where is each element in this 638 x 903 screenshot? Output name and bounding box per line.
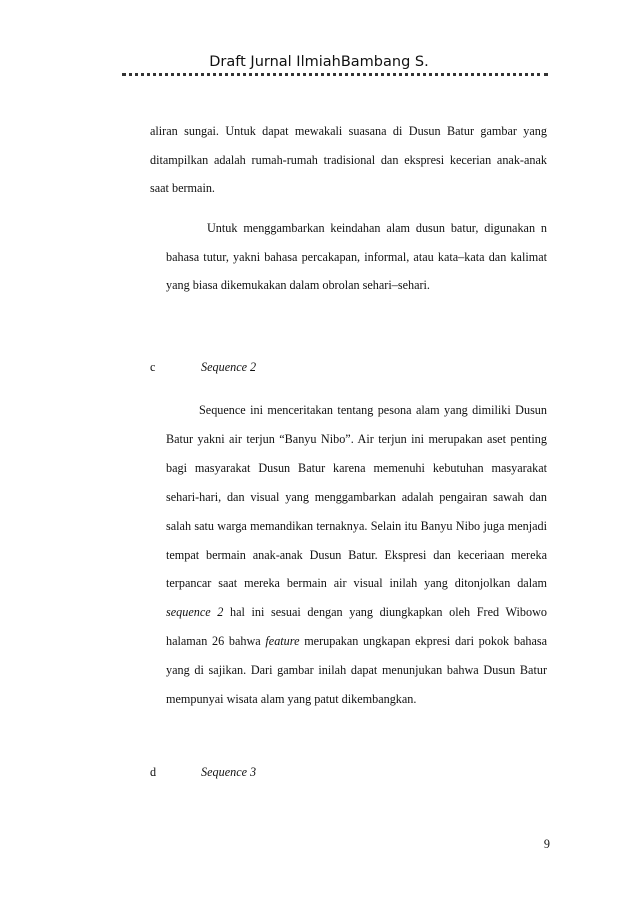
paragraph-text: hal ini sesuai dengan yang diungkapkan oleh Fred Wibowo halaman 26 bahwa [166,605,547,649]
list-marker-d: d [150,765,157,779]
paragraph-continuation: aliran sungai. Untuk dapat mewakali suasana di Dusun Batur gambar yang ditampilkan adalah rumah-rumah tradisional dan ekspresi kecerian anak-anak saat bermain. [150,124,547,195]
paragraph-language-style: Untuk menggambarkan keindahan alam dusun batur, digunakan n bahasa tutur, yakni bahasa percakapan, informal, atau kata–kata dan kalimat yang biasa dikemukakan dalam obrolan sehari–sehari. [166,221,547,292]
sequence-title-c: Sequence 2 [201,360,257,374]
sequence-title-d: Sequence 3 [201,765,257,779]
paragraph-text: Sequence ini menceritakan tentang pesona alam yang dimiliki Dusun Batur yakni air terjun “Banyu Nibo”. Air terjun ini merupakan aset penting bagi masyarakat Dusun Batur karena memenuhi kebutuhan masyarakat sehari-hari, dan visual yang menggambarkan adalah pengairan sawah dan salah satu warga memandikan ternaknya. Selain itu Banyu Nibo juga menjadi tempat bermain anak-anak Dusun Batur. Ekspresi dan keceriaan mereka terpancar saat mereka bermain air visual inilah yang ditonjolkan dalam [166,403,547,591]
list-marker-c: c [150,360,156,374]
sequence-heading-c [150,360,256,375]
running-header-title: Draft Jurnal IlmiahBambang S. [209,54,429,70]
paragraph-sequence-2 [166,396,547,714]
paragraph-text: merupakan ungkapan ekpresi dari pokok bahasa yang di sajikan. Dari gambar inilah dapat menunjukan bahwa Dusun Batur mempunyai wisata alam yang patut dikembangkan. [166,634,548,707]
italic-term-sequence-2: sequence 2 [166,605,224,620]
italic-term-feature: feature [265,634,300,649]
page-number: 9 [543,837,550,851]
header-dotted-rule [122,73,548,79]
sequence-heading-d [150,765,256,780]
